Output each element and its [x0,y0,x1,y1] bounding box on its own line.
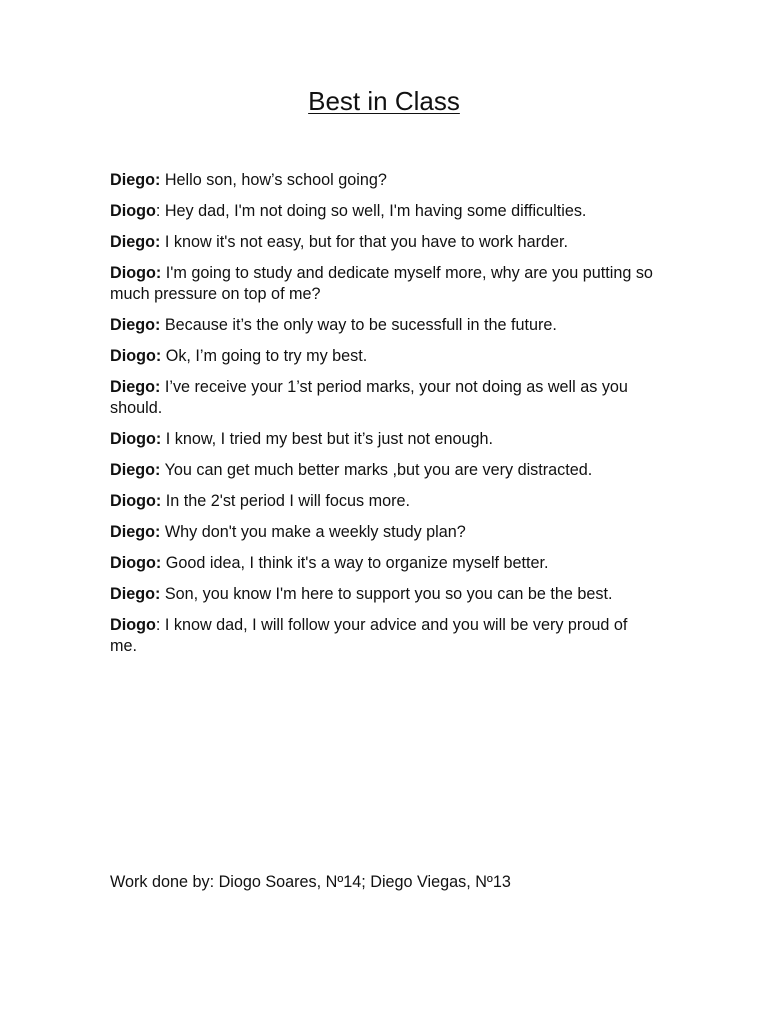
speaker-name: Diego: [110,233,161,251]
speaker-name: Diogo: [110,430,162,448]
credits-footer: Work done by: Diogo Soares, Nº14; Diego Viegas, Nº13 [110,873,511,891]
line-text: I know, I tried my best but it’s just not enough. [161,430,493,448]
line-text: Son, you know I'm here to support you so you can be the best. [160,585,613,603]
speaker-name: Diego: [110,378,161,396]
line-text: I'm going to study and dedicate myself more, why are you putting so much pressure on top of me? [110,264,653,303]
line-text: Good idea, I think it's a way to organize myself better. [161,554,549,572]
speaker-name: Diogo: [110,264,162,282]
dialogue-line [110,615,655,657]
line-text: You can get much better marks ,but you are very distracted. [160,461,593,479]
speaker-name: Diogo: [110,492,162,510]
line-text: Ok, I’m going to try my best. [161,347,368,365]
dialogue [110,170,655,667]
dialogue-line [110,170,655,191]
speaker-name: Diego: [110,316,161,334]
line-text: : Hey dad, I'm not doing so well, I'm having some difficulties. [155,202,587,220]
speaker-name: Diogo [110,202,156,220]
line-text: : I know dad, I will follow your advice and you will be very proud of me. [110,616,628,655]
line-text: In the 2'st period I will focus more. [161,492,410,510]
speaker-name: Diego: [110,171,161,189]
line-text: I’ve receive your 1’st period marks, your not doing as well as you should. [110,378,628,417]
line-text: Hello son, how’s school going? [160,171,387,189]
dialogue-line [110,377,655,419]
dialogue-line [110,263,655,305]
dialogue-line [110,346,655,367]
speaker-name: Diego: [110,523,161,541]
speaker-name: Diogo [110,616,156,634]
page-title: Best in Class [308,86,460,116]
dialogue-line [110,232,655,253]
dialogue-line [110,522,655,543]
speaker-name: Diogo: [110,554,162,572]
dialogue-line [110,201,655,222]
speaker-name: Diego: [110,461,161,479]
dialogue-line [110,460,655,481]
dialogue-line [110,584,655,605]
line-text: Why don't you make a weekly study plan? [160,523,466,541]
line-text: Because it’s the only way to be sucessfull in the future. [160,316,557,334]
dialogue-line [110,429,655,450]
speaker-name: Diogo: [110,347,162,365]
dialogue-line [110,553,655,574]
dialogue-line [110,315,655,336]
line-text: I know it's not easy, but for that you have to work harder. [160,233,569,251]
speaker-name: Diego: [110,585,161,603]
dialogue-line [110,491,655,512]
